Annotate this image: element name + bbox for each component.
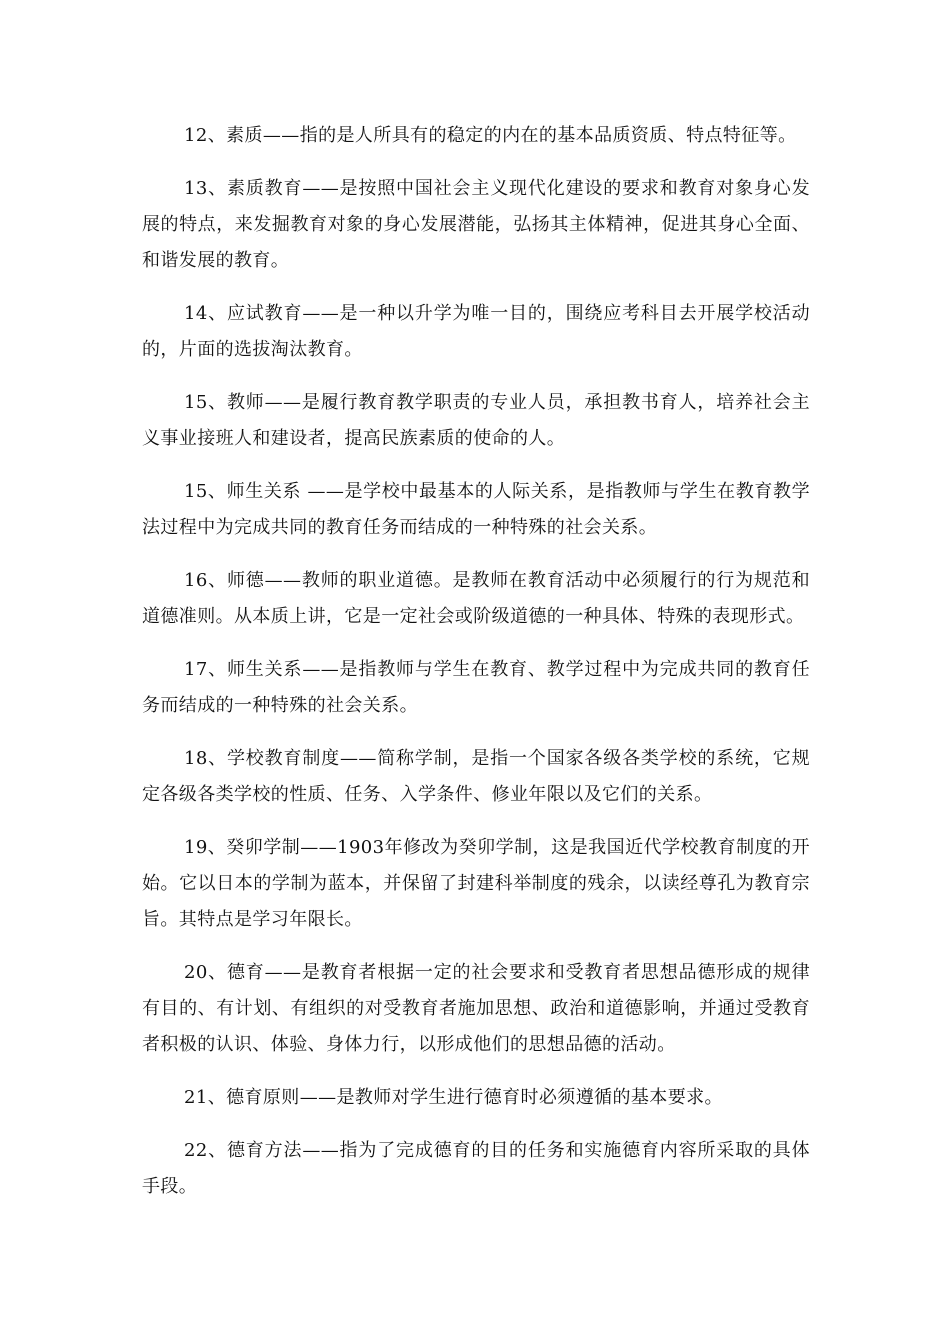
document-body — [142, 118, 810, 1222]
definition-paragraph-20: 20、德育——是教育者根据一定的社会要求和受教育者思想品德形成的规律有目的、有计划、有组织的对受教育者施加思想、政治和道德影响，并通过受教育者积极的认识、体验、身体力行，以形成他们的思想品德的活动。 — [142, 962, 810, 1055]
definition-paragraph-15-relationship: 15、师生关系 ——是学校中最基本的人际关系，是指教师与学生在教育教学法过程中为完成共同的教育任务而结成的一种特殊的社会关系。 — [142, 481, 810, 538]
definition-paragraph-13: 13、素质教育——是按照中国社会主义现代化建设的要求和教育对象身心发展的特点，来发掘教育对象的身心发展潜能，弘扬其主体精神，促进其身心全面、和谐发展的教育。 — [142, 178, 810, 271]
definition-paragraph-19: 19、癸卯学制——1903年修改为癸卯学制，这是我国近代学校教育制度的开始。它以日本的学制为蓝本，并保留了封建科举制度的残余，以读经尊孔为教育宗旨。其特点是学习年限长。 — [142, 837, 810, 930]
definition-paragraph-22: 22、德育方法——指为了完成德育的目的任务和实施德育内容所采取的具体手段。 — [142, 1140, 810, 1197]
definition-paragraph-17: 17、师生关系——是指教师与学生在教育、教学过程中为完成共同的教育任务而结成的一种特殊的社会关系。 — [142, 659, 810, 716]
definition-paragraph-15-teacher: 15、教师——是履行教育教学职责的专业人员，承担教书育人，培养社会主义事业接班人和建设者，提高民族素质的使命的人。 — [142, 392, 810, 449]
definition-paragraph-21: 21、德育原则——是教师对学生进行德育时必须遵循的基本要求。 — [184, 1087, 723, 1108]
definition-paragraph-16: 16、师德——教师的职业道德。是教师在教育活动中必须履行的行为规范和道德准则。从本质上讲，它是一定社会或阶级道德的一种具体、特殊的表现形式。 — [142, 570, 810, 627]
definition-paragraph-18: 18、学校教育制度——简称学制，是指一个国家各级各类学校的系统，它规定各级各类学校的性质、任务、入学条件、修业年限以及它们的关系。 — [142, 748, 810, 805]
definition-paragraph-12: 12、素质——指的是人所具有的稳定的内在的基本品质资质、特点特征等。 — [184, 125, 797, 146]
definition-paragraph-14: 14、应试教育——是一种以升学为唯一目的，围绕应考科目去开展学校活动的，片面的选拔淘汰教育。 — [142, 303, 810, 360]
